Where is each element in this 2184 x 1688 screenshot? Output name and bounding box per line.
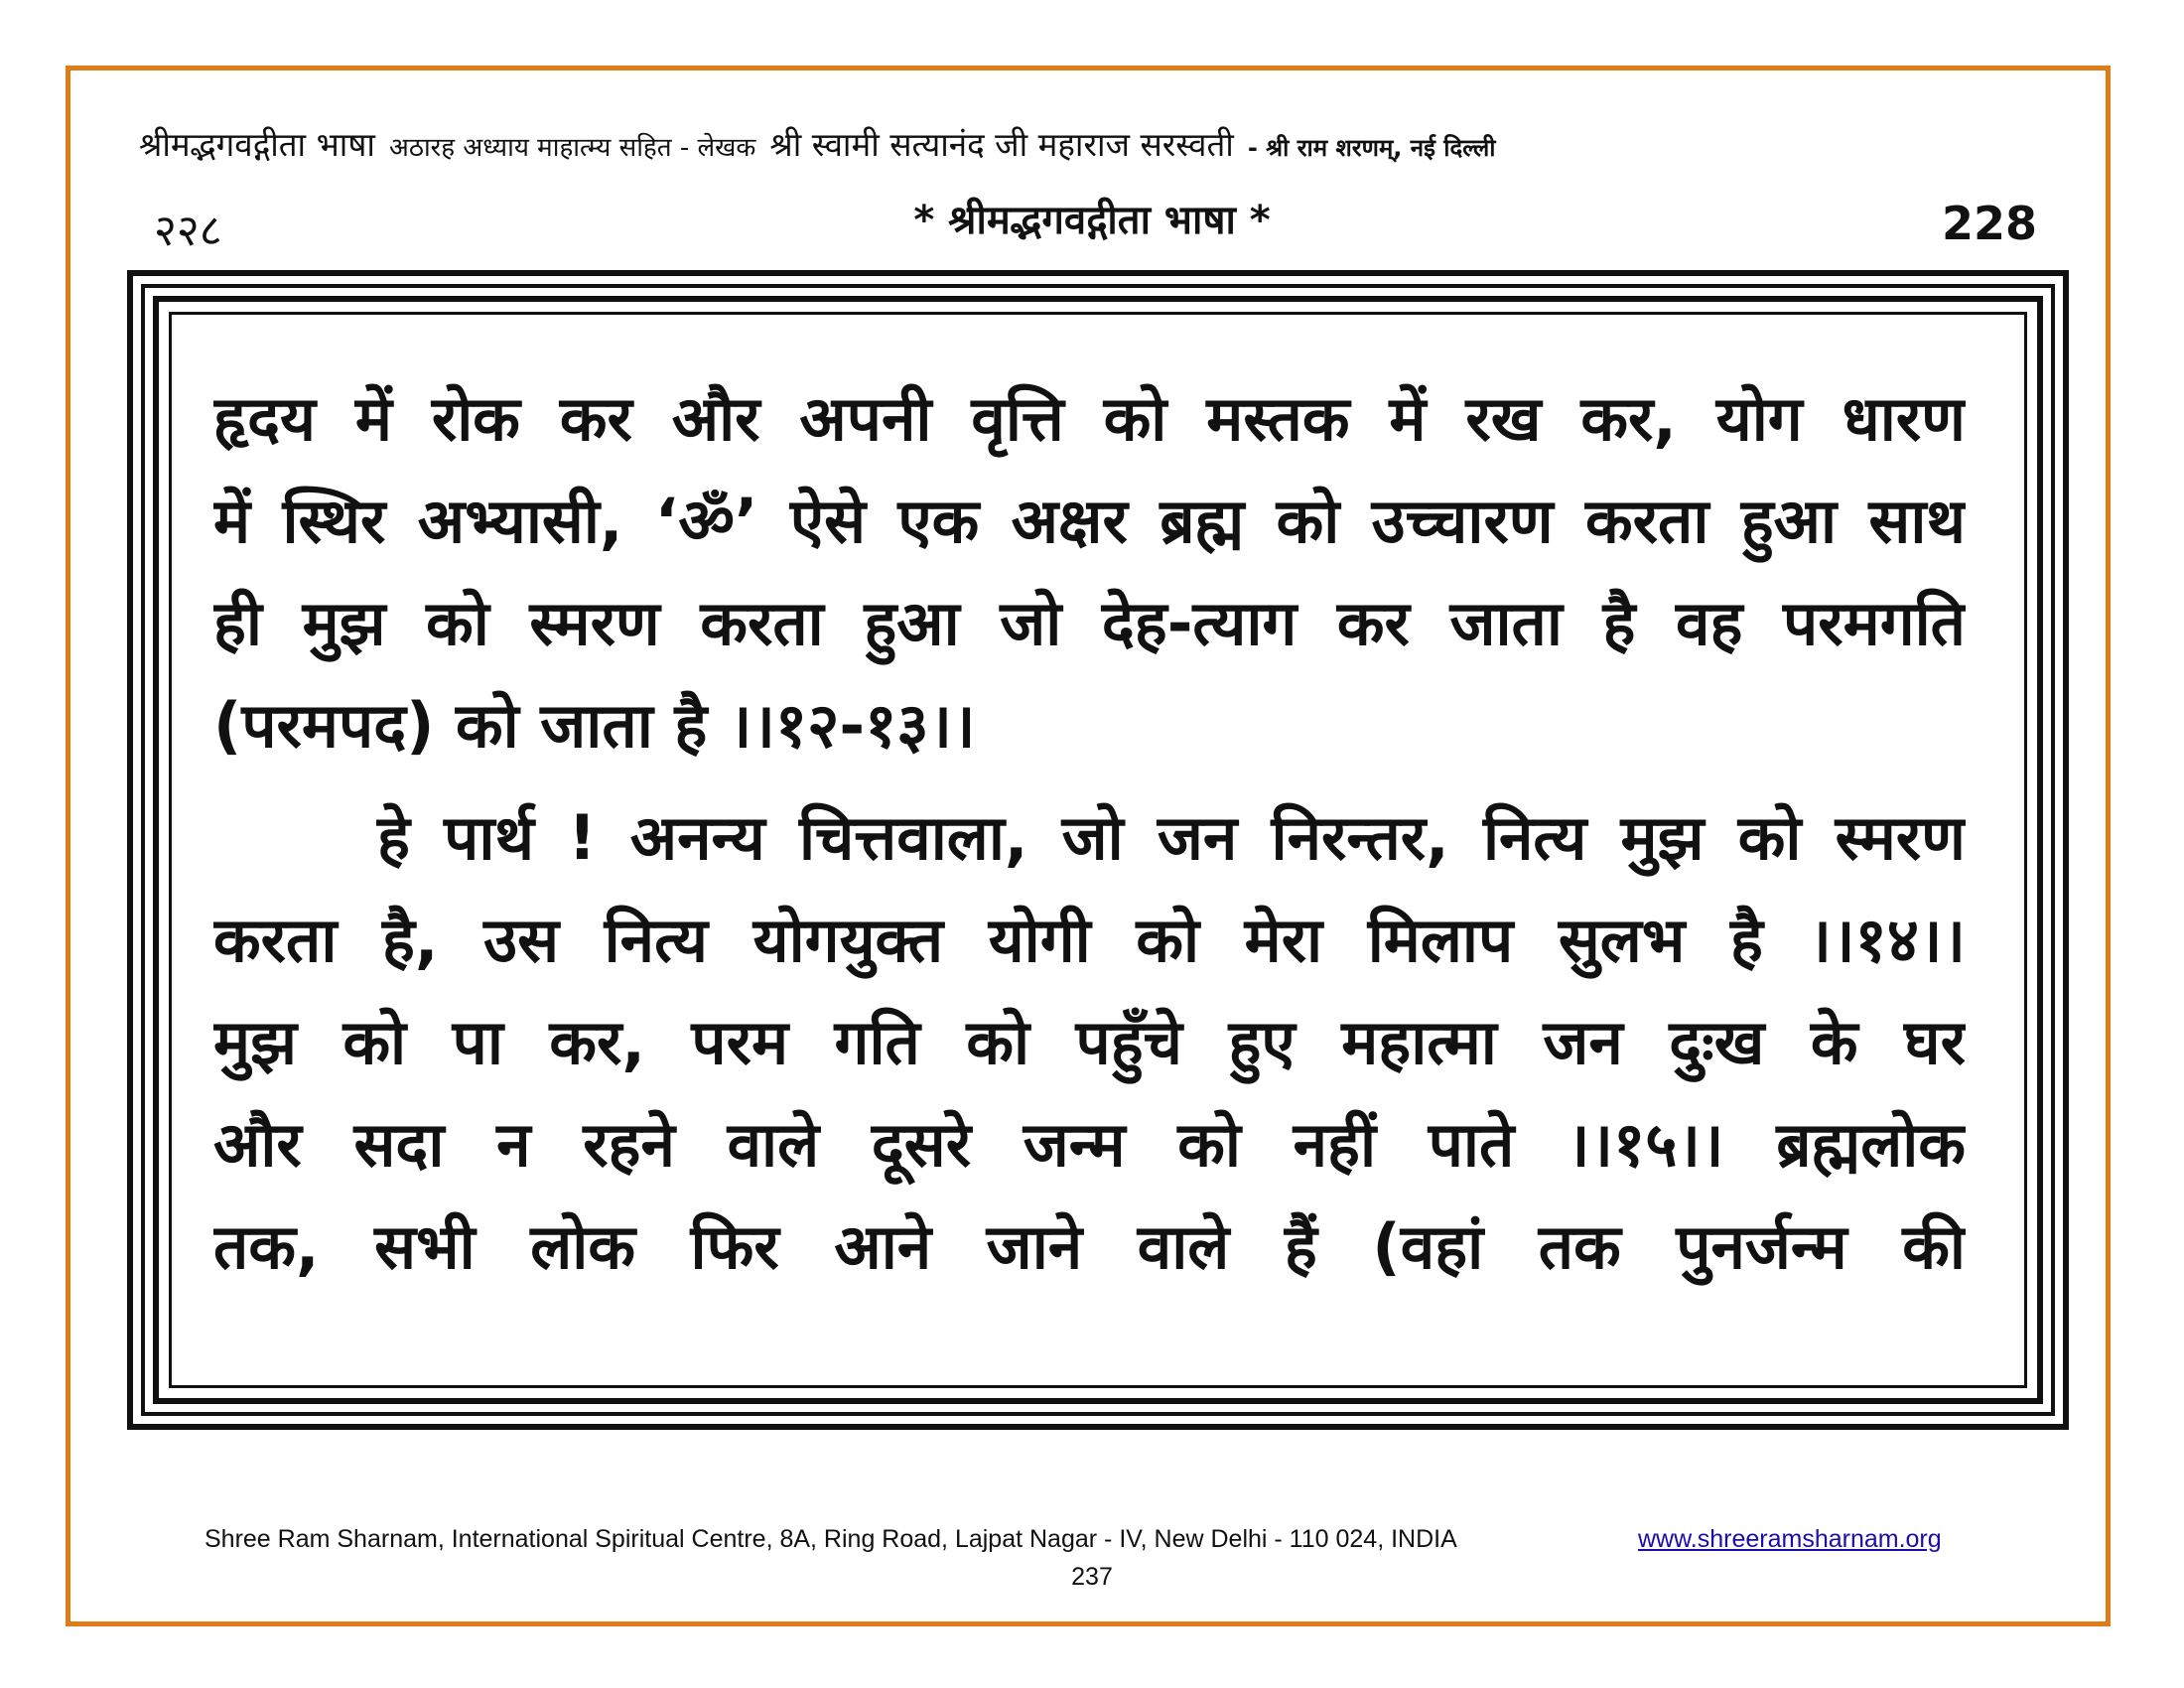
- text-line: हृदय में रोक कर और अपनी वृत्ति को मस्तक में रख कर, योग धारण: [213, 382, 1966, 455]
- header-author: श्री स्वामी सत्यानंद जी महाराज सरस्वती: [769, 125, 1234, 164]
- footer-page-number: 237: [1071, 1563, 1113, 1591]
- header-subtitle: अठारह अध्याय माहात्म्य सहित - लेखक: [388, 133, 756, 163]
- page-number: 228: [1941, 197, 2037, 250]
- header-publisher: - श्री राम शरणम्, नई दिल्ली: [1247, 134, 1496, 162]
- footer-address: Shree Ram Sharnam, International Spiritual Centre, 8A, Ring Road, Lajpat Nagar - IV, New Delhi - 110 024, INDIA: [205, 1525, 1457, 1553]
- running-header: [139, 121, 2055, 166]
- text-line: तक, सभी लोक फिर आने जाने वाले हैं (वहां तक पुनर्जन्म की: [213, 1210, 1966, 1283]
- page-title: * श्रीमद्भगवद्गीता भाषा *: [913, 198, 1271, 243]
- header-book-title: श्रीमद्भगवद्गीता भाषा: [139, 125, 375, 164]
- text-line: हे पार्थ ! अनन्य चित्तवाला, जो जन निरन्तर, नित्य मुझ को स्मरण: [377, 801, 1966, 874]
- text-line: (परमपद) को जाता है ।।१२-१३।।: [213, 689, 976, 762]
- page-number-devanagari: २२८: [154, 206, 222, 256]
- text-line: ही मुझ को स्मरण करता हुआ जो देह-त्याग कर जाता है वह परमगति: [213, 587, 1966, 659]
- text-line: और सदा न रहने वाले दूसरे जन्म को नहीं पाते ।।१५।। ब्रह्मलोक: [213, 1108, 1966, 1181]
- text-line: में स्थिर अभ्यासी, ‘ॐ’ ऐसे एक अक्षर ब्रह्म को उच्चारण करता हुआ साथ: [213, 485, 1966, 557]
- scripture-text: [213, 367, 1966, 1298]
- text-line: करता है, उस नित्य योगयुक्त योगी को मेरा मिलाप सुलभ है ।।१४।।: [213, 904, 1966, 976]
- text-line: मुझ को पा कर, परम गति को पहुँचे हुए महात्मा जन दुःख के घर: [213, 1006, 1966, 1078]
- footer-website-link[interactable]: www.shreeramsharnam.org: [1638, 1525, 1942, 1553]
